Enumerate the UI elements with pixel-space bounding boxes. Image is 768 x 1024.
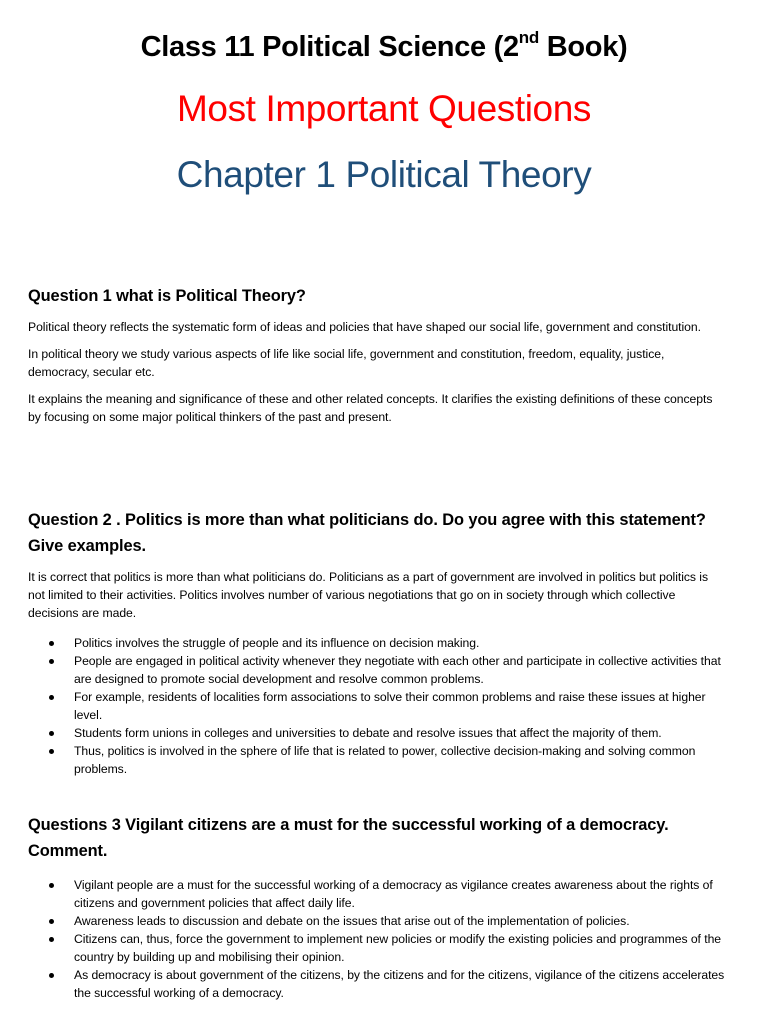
bullet-icon (49, 641, 54, 646)
bullet-icon (49, 937, 54, 942)
list-item (28, 930, 728, 966)
list-item (28, 742, 728, 778)
chapter-title: Chapter 1 Political Theory (176, 154, 592, 195)
bullet-icon (49, 919, 54, 924)
title-block (0, 28, 768, 198)
list-item-text: Thus, politics is involved in the sphere of life that is related to power, collective decision-making and solving common problems. (74, 744, 696, 776)
question-2-intro: It is correct that politics is more than what politicians do. Politicians as a part of government are involved in politics but politics is not limited to their activities. Politics involves number of various negotiations that go on in society through which collective decisions are made. (28, 570, 708, 620)
question-1-paragraph: Political theory reflects the systematic form of ideas and policies that have shaped our social life, government and constitution. (28, 320, 701, 334)
question-3-section (28, 812, 728, 1002)
list-item (28, 966, 728, 1002)
subtitle: Most Important Questions (176, 88, 592, 129)
list-item-text: Politics involves the struggle of people and its influence on decision making. (74, 636, 480, 650)
list-item (28, 876, 728, 912)
list-item-text: People are engaged in political activity whenever they negotiate with each other and participate in collective activities that are designed to promote social development and resolve common problems. (74, 654, 721, 686)
document-title (0, 28, 768, 66)
bullet-icon (49, 731, 54, 736)
list-item-text: Citizens can, thus, force the government to implement new policies or modify the existing policies and programmes of the country by building up and mobilising their opinion. (74, 932, 722, 964)
title-suffix: Book) (538, 31, 628, 63)
bullet-icon (49, 973, 54, 978)
title-superscript: nd (518, 28, 539, 48)
bullet-icon (49, 883, 54, 888)
list-item (28, 652, 728, 688)
list-item (28, 724, 728, 742)
question-1-paragraph: It explains the meaning and significance of these and other related concepts. It clarifies the existing definitions of these concepts by focusing on some major political thinkers of the past and present. (28, 392, 713, 424)
question-3-bullet-list (28, 876, 728, 1002)
bullet-icon (49, 659, 54, 664)
question-1-section (28, 283, 728, 426)
bullet-icon (49, 749, 54, 754)
question-1-paragraph: In political theory we study various aspects of life like social life, government and constitution, freedom, equality, justice, democracy, secular etc. (28, 347, 665, 379)
question-2-section (28, 507, 728, 778)
list-item-text: For example, residents of localities form associations to solve their common problems and raise these issues at higher level. (74, 690, 706, 722)
question-1-heading: Question 1 what is Political Theory? (28, 287, 306, 305)
title-prefix: Class 11 Political Science (2 (140, 31, 519, 63)
bullet-icon (49, 695, 54, 700)
question-2-bullet-list (28, 634, 728, 778)
list-item-text: Awareness leads to discussion and debate on the issues that arise out of the implementation of policies. (74, 914, 630, 928)
question-2-heading: Question 2 . Politics is more than what politicians do. Do you agree with this statement? Give examples. (28, 511, 706, 555)
list-item (28, 912, 728, 930)
list-item (28, 688, 728, 724)
list-item-text: Vigilant people are a must for the successful working of a democracy as vigilance creates awareness about the rights of citizens and government policies that affect daily life. (74, 878, 713, 910)
list-item-text: As democracy is about government of the citizens, by the citizens and for the citizens, vigilance of the citizens accelerates the successful working of a democracy. (74, 968, 725, 1000)
list-item-text: Students form unions in colleges and universities to debate and resolve issues that affect the majority of them. (74, 726, 662, 740)
list-item (28, 634, 728, 652)
question-3-heading: Questions 3 Vigilant citizens are a must for the successful working of a democracy. Comment. (28, 816, 669, 860)
